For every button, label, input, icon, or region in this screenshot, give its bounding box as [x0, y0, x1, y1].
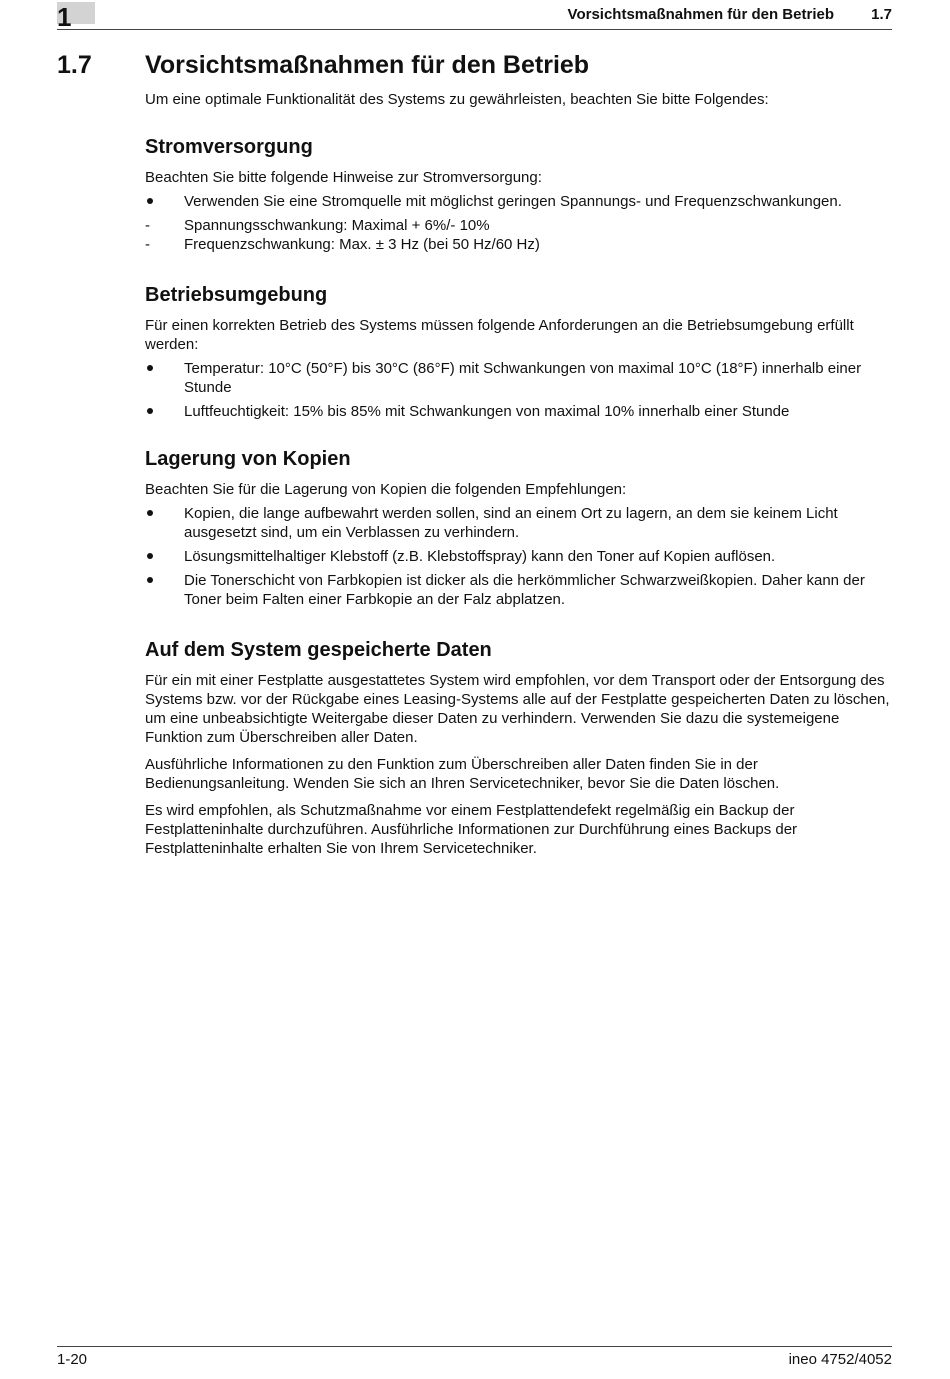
bullet-icon: [145, 504, 165, 523]
bullet-icon: [145, 192, 165, 211]
list-item-text: Frequenzschwankung: Max. ± 3 Hz (bei 50 Hz/60 Hz): [184, 236, 540, 253]
section-power: [145, 135, 895, 254]
header-divider: [57, 29, 892, 30]
page-content: [145, 50, 895, 858]
list-item-text: Die Tonerschicht von Farbkopien ist dicker als die herkömmlicher Schwarzweißkopien. Daher kann der Toner beim Falten einer Farbkopie an der Falz abplatzen.: [184, 572, 865, 608]
stored-data-heading: Auf dem System gespeicherte Daten: [145, 639, 492, 661]
list-item: [145, 192, 895, 211]
list-item-text: Kopien, die lange aufbewahrt werden sollen, sind an einem Ort zu lagern, an dem sie keinem Licht ausgesetzt sind, um ein Verblassen zu verhindern.: [184, 505, 838, 541]
power-lead: Beachten Sie bitte folgende Hinweise zur Stromversorgung:: [145, 169, 542, 186]
section-stored-data: [145, 638, 895, 858]
list-item: [145, 402, 895, 421]
dash-marker: -: [145, 236, 150, 253]
bullet-icon: [145, 571, 165, 590]
bullet-icon: [145, 547, 165, 566]
header-section-number: 1.7: [871, 6, 892, 23]
stored-data-paragraph: Ausführliche Informationen zu den Funktion zum Überschreiben aller Daten finden Sie in der Bedienungsanleitung. Wenden Sie sich an Ihren Servicetechniker, bevor Sie die Daten löschen.: [145, 756, 780, 792]
environment-lead: Für einen korrekten Betrieb des Systems müssen folgende Anforderungen an die Betriebsumgebung erfüllt werden:: [145, 317, 854, 353]
list-item: [145, 547, 895, 566]
stored-data-paragraph: Es wird empfohlen, als Schutzmaßnahme vor einem Festplattendefekt regelmäßig ein Backup der Festplatteninhalte durchzuführen. Ausführliche Informationen zur Durchführung eines Backups der Festplatteninhalte erhalten Sie von Ihrem Servicetechniker.: [145, 802, 798, 857]
section-environment: [145, 283, 895, 421]
bullet-icon: [145, 359, 165, 378]
storage-heading: Lagerung von Kopien: [145, 448, 351, 470]
section-number: 1.7: [57, 51, 92, 79]
list-item: [145, 504, 895, 542]
list-item: [145, 235, 895, 254]
list-item-text: Spannungsschwankung: Maximal + 6%/- 10%: [184, 217, 490, 234]
footer-divider: [57, 1346, 892, 1347]
list-item-text: Luftfeuchtigkeit: 15% bis 85% mit Schwankungen von maximal 10% innerhalb einer Stunde: [184, 403, 790, 420]
dash-marker: -: [145, 217, 150, 234]
list-item-text: Verwenden Sie eine Stromquelle mit möglichst geringen Spannungs- und Frequenzschwankungen.: [184, 193, 842, 210]
list-item: [145, 571, 895, 609]
chapter-number: 1: [57, 2, 72, 32]
bullet-icon: [145, 402, 165, 421]
page-number: 1-20: [57, 1351, 88, 1368]
page-title: Vorsichtsmaßnahmen für den Betrieb: [145, 51, 590, 79]
section-storage: [145, 447, 895, 609]
environment-heading: Betriebsumgebung: [145, 284, 328, 306]
product-model: ineo 4752/4052: [788, 1351, 892, 1368]
intro-text: Um eine optimale Funktionalität des Systems zu gewährleisten, beachten Sie bitte Folgendes:: [145, 91, 769, 108]
list-item-text: Lösungsmittelhaltiger Klebstoff (z.B. Klebstoffspray) kann den Toner auf Kopien auflösen.: [184, 548, 776, 565]
stored-data-paragraph: Für ein mit einer Festplatte ausgestattetes System wird empfohlen, vor dem Transport oder der Entsorgung des Systems bzw. vor der Rückgabe eines Leasing-Systems alle auf der Festplatte gespeicherten Daten zu löschen, um eine unbeabsichtigte Weitergabe dieser Daten zu verhindern. Verwenden Sie dazu die systemeigene Funktion zum Überschreiben aller Daten.: [145, 672, 890, 746]
header-title: Vorsichtsmaßnahmen für den Betrieb: [567, 6, 834, 23]
list-item-text: Temperatur: 10°C (50°F) bis 30°C (86°F) mit Schwankungen von maximal 10°C (18°F) innerhalb einer Stunde: [184, 360, 862, 396]
power-heading: Stromversorgung: [145, 136, 313, 158]
storage-lead: Beachten Sie für die Lagerung von Kopien die folgenden Empfehlungen:: [145, 481, 627, 498]
list-item: [145, 216, 895, 235]
list-item: [145, 359, 895, 397]
